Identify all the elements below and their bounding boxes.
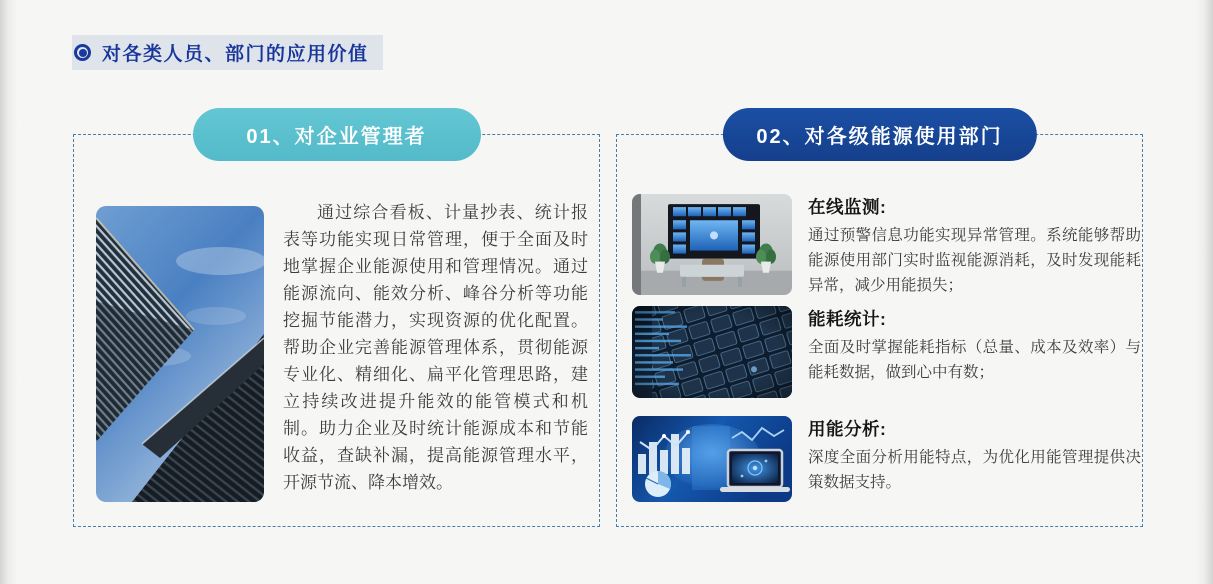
card-enterprise-managers xyxy=(73,126,600,527)
feature-row-energy-analysis xyxy=(632,416,1141,502)
skyscrapers-photo xyxy=(96,206,264,502)
monitoring-room-photo xyxy=(632,194,792,295)
feature-row-energy-statistics xyxy=(632,306,1141,398)
page-title: 对各类人员、部门的应用价值 xyxy=(102,44,369,65)
feature-title-online-monitoring: 在线监测: xyxy=(808,197,887,217)
feature-title-energy-statistics: 能耗统计: xyxy=(808,309,887,329)
keyboard-data-illustration xyxy=(632,306,792,398)
bullseye-icon xyxy=(74,44,91,61)
keyboard-data-photo xyxy=(632,306,792,398)
feature-text-energy-statistics xyxy=(808,306,1141,385)
card2-badge: 02、对各级能源使用部门 xyxy=(722,108,1036,161)
feature-body-online-monitoring: 通过预警信息功能实现异常管理。系统能够帮助能源使用部门实时监视能源消耗，及时发现能耗异常，减少用能损失； xyxy=(808,227,1141,294)
monitoring-room-illustration xyxy=(632,194,792,295)
feature-title-energy-analysis: 用能分析: xyxy=(808,419,887,439)
slide-header xyxy=(72,35,383,70)
analytics-charts-illustration xyxy=(632,416,792,502)
feature-text-energy-analysis xyxy=(808,416,1141,495)
skyscrapers-illustration xyxy=(96,206,264,502)
card-energy-departments xyxy=(616,126,1143,527)
feature-body-energy-analysis: 深度全面分析用能特点，为优化用能管理提供决策数据支持。 xyxy=(808,449,1141,491)
laptop xyxy=(720,450,790,492)
feature-row-online-monitoring xyxy=(632,194,1141,298)
feature-text-online-monitoring xyxy=(808,194,1141,298)
card1-paragraph: 通过综合看板、计量抄表、统计报表等功能实现日常管理，便于全面及时地掌握企业能源使用和管理情况。通过能源流向、能效分析、峰谷分析等功能挖掘节能潜力，实现资源的优化配置。帮助企业完善能源管理体系，贯彻能源专业化、精细化、扁平化管理思路，建立持续改进提升能效的能管模式和机制。助力企业及时统计能源成本和节能收益，查缺补漏，提高能源管理水平，开源节流、降本增效。 xyxy=(283,203,588,492)
feature-body-energy-statistics: 全面及时掌握能耗指标（总量、成本及效率）与能耗数据，做到心中有数； xyxy=(808,339,1141,381)
card1-badge: 01、对企业管理者 xyxy=(193,108,481,161)
analytics-charts-photo xyxy=(632,416,792,502)
bullseye-dot xyxy=(79,49,87,57)
pie-chart xyxy=(645,471,671,497)
